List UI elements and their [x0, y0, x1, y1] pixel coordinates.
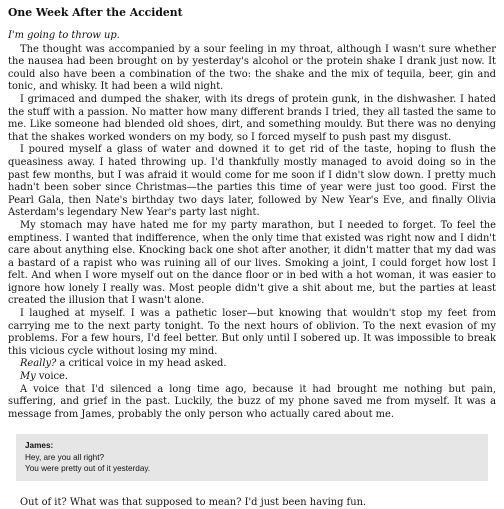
paragraph-6: [8, 358, 496, 371]
chapter-body: [8, 30, 496, 421]
text-message-box: [16, 434, 488, 480]
inner-thought: I'm going to throw up.: [8, 30, 120, 41]
paragraph-6-text: a critical voice in my head asked.: [56, 358, 227, 370]
paragraph-7-text: voice.: [35, 371, 69, 383]
paragraph-6-italic: Really?: [20, 358, 57, 370]
paragraph-8: A voice that I'd silenced a long time ago, because it had brought me nothing but pain, suffering, and grief in the past. Luckily, the buzz of my phone saved me from myself. It was a message from James, probably the only person who actually cared about me.: [8, 383, 496, 420]
paragraph-4: My stomach may have hated me for my party marathon, but I needed to forget. To feel the emptiness. I wanted that indifference, when the only time that existed was right now and I didn't care about anything else. Knocking back one shot after another, it didn't matter that my dad was a bastard of a rapist who was ruining all of our lives. Smoking a joint, I could forget how lost I felt. And when I wore myself out on the dance floor or in bed with a hot woman, it was easier to ignore how lonely I really was. Most people didn't give a shit about me, but the parties at least created the illusion that I wasn't alone.: [8, 219, 496, 307]
paragraph-1: The thought was accompanied by a sour feeling in my throat, although I wasn't sure whether the nausea had been brought on by yesterday's alcohol or the protein shake I drank just now. It could also have been a combination of the two: the shake and the mix of tequila, beer, gin and tonic, and whisky. It had been a wild night.: [8, 43, 496, 93]
paragraph-7-italic: My: [20, 371, 36, 383]
paragraph-7: [8, 371, 496, 384]
message-line-2: You were pretty out of it yesterday.: [25, 464, 151, 474]
book-page: [8, 6, 496, 509]
chapter-body-continued: [8, 497, 496, 509]
paragraph-3: I poured myself a glass of water and downed it to get rid of the taste, hoping to flush the queasiness away. I hated throwing up. I'd thankfully mostly managed to avoid doing so in the past few months, but I was afraid it would come for me soon if I didn't slow down. I pretty much hadn't been sober since Christmas—the parties this time of year were just too good. First the Pearl Gala, then Nate's birthday two days later, followed by New Year's Eve, and finally Olivia Asterdam's legendary New Year's party last night.: [8, 144, 496, 219]
message-line-1: Hey, are you all right?: [25, 452, 105, 462]
message-sender: James:: [25, 441, 54, 451]
paragraph-5: I laughed at myself. I was a pathetic loser—but knowing that wouldn't stop my feet from carrying me to the next party tonight. To the next hours of oblivion. To the next evasion of my problems. For a few hours, I'd feel better. But only until I sobered up. It was impossible to break this vicious cycle without losing my mind.: [8, 308, 496, 357]
chapter-title: One Week After the Accident: [8, 6, 183, 19]
paragraph-9: Out of it? What was that supposed to mean? I'd just been having fun.: [20, 496, 367, 508]
paragraph-2: I grimaced and dumped the shaker, with its dregs of protein gunk, in the dishwasher. I hated the stuff with a passion. No matter how many different brands I tried, they all tasted the same to me. Like someone had blended old shoes, dirt, and something mouldy. But there was no denying that the shakes worked wonders on my body, so I forced myself to push past my disgust.: [8, 93, 496, 143]
